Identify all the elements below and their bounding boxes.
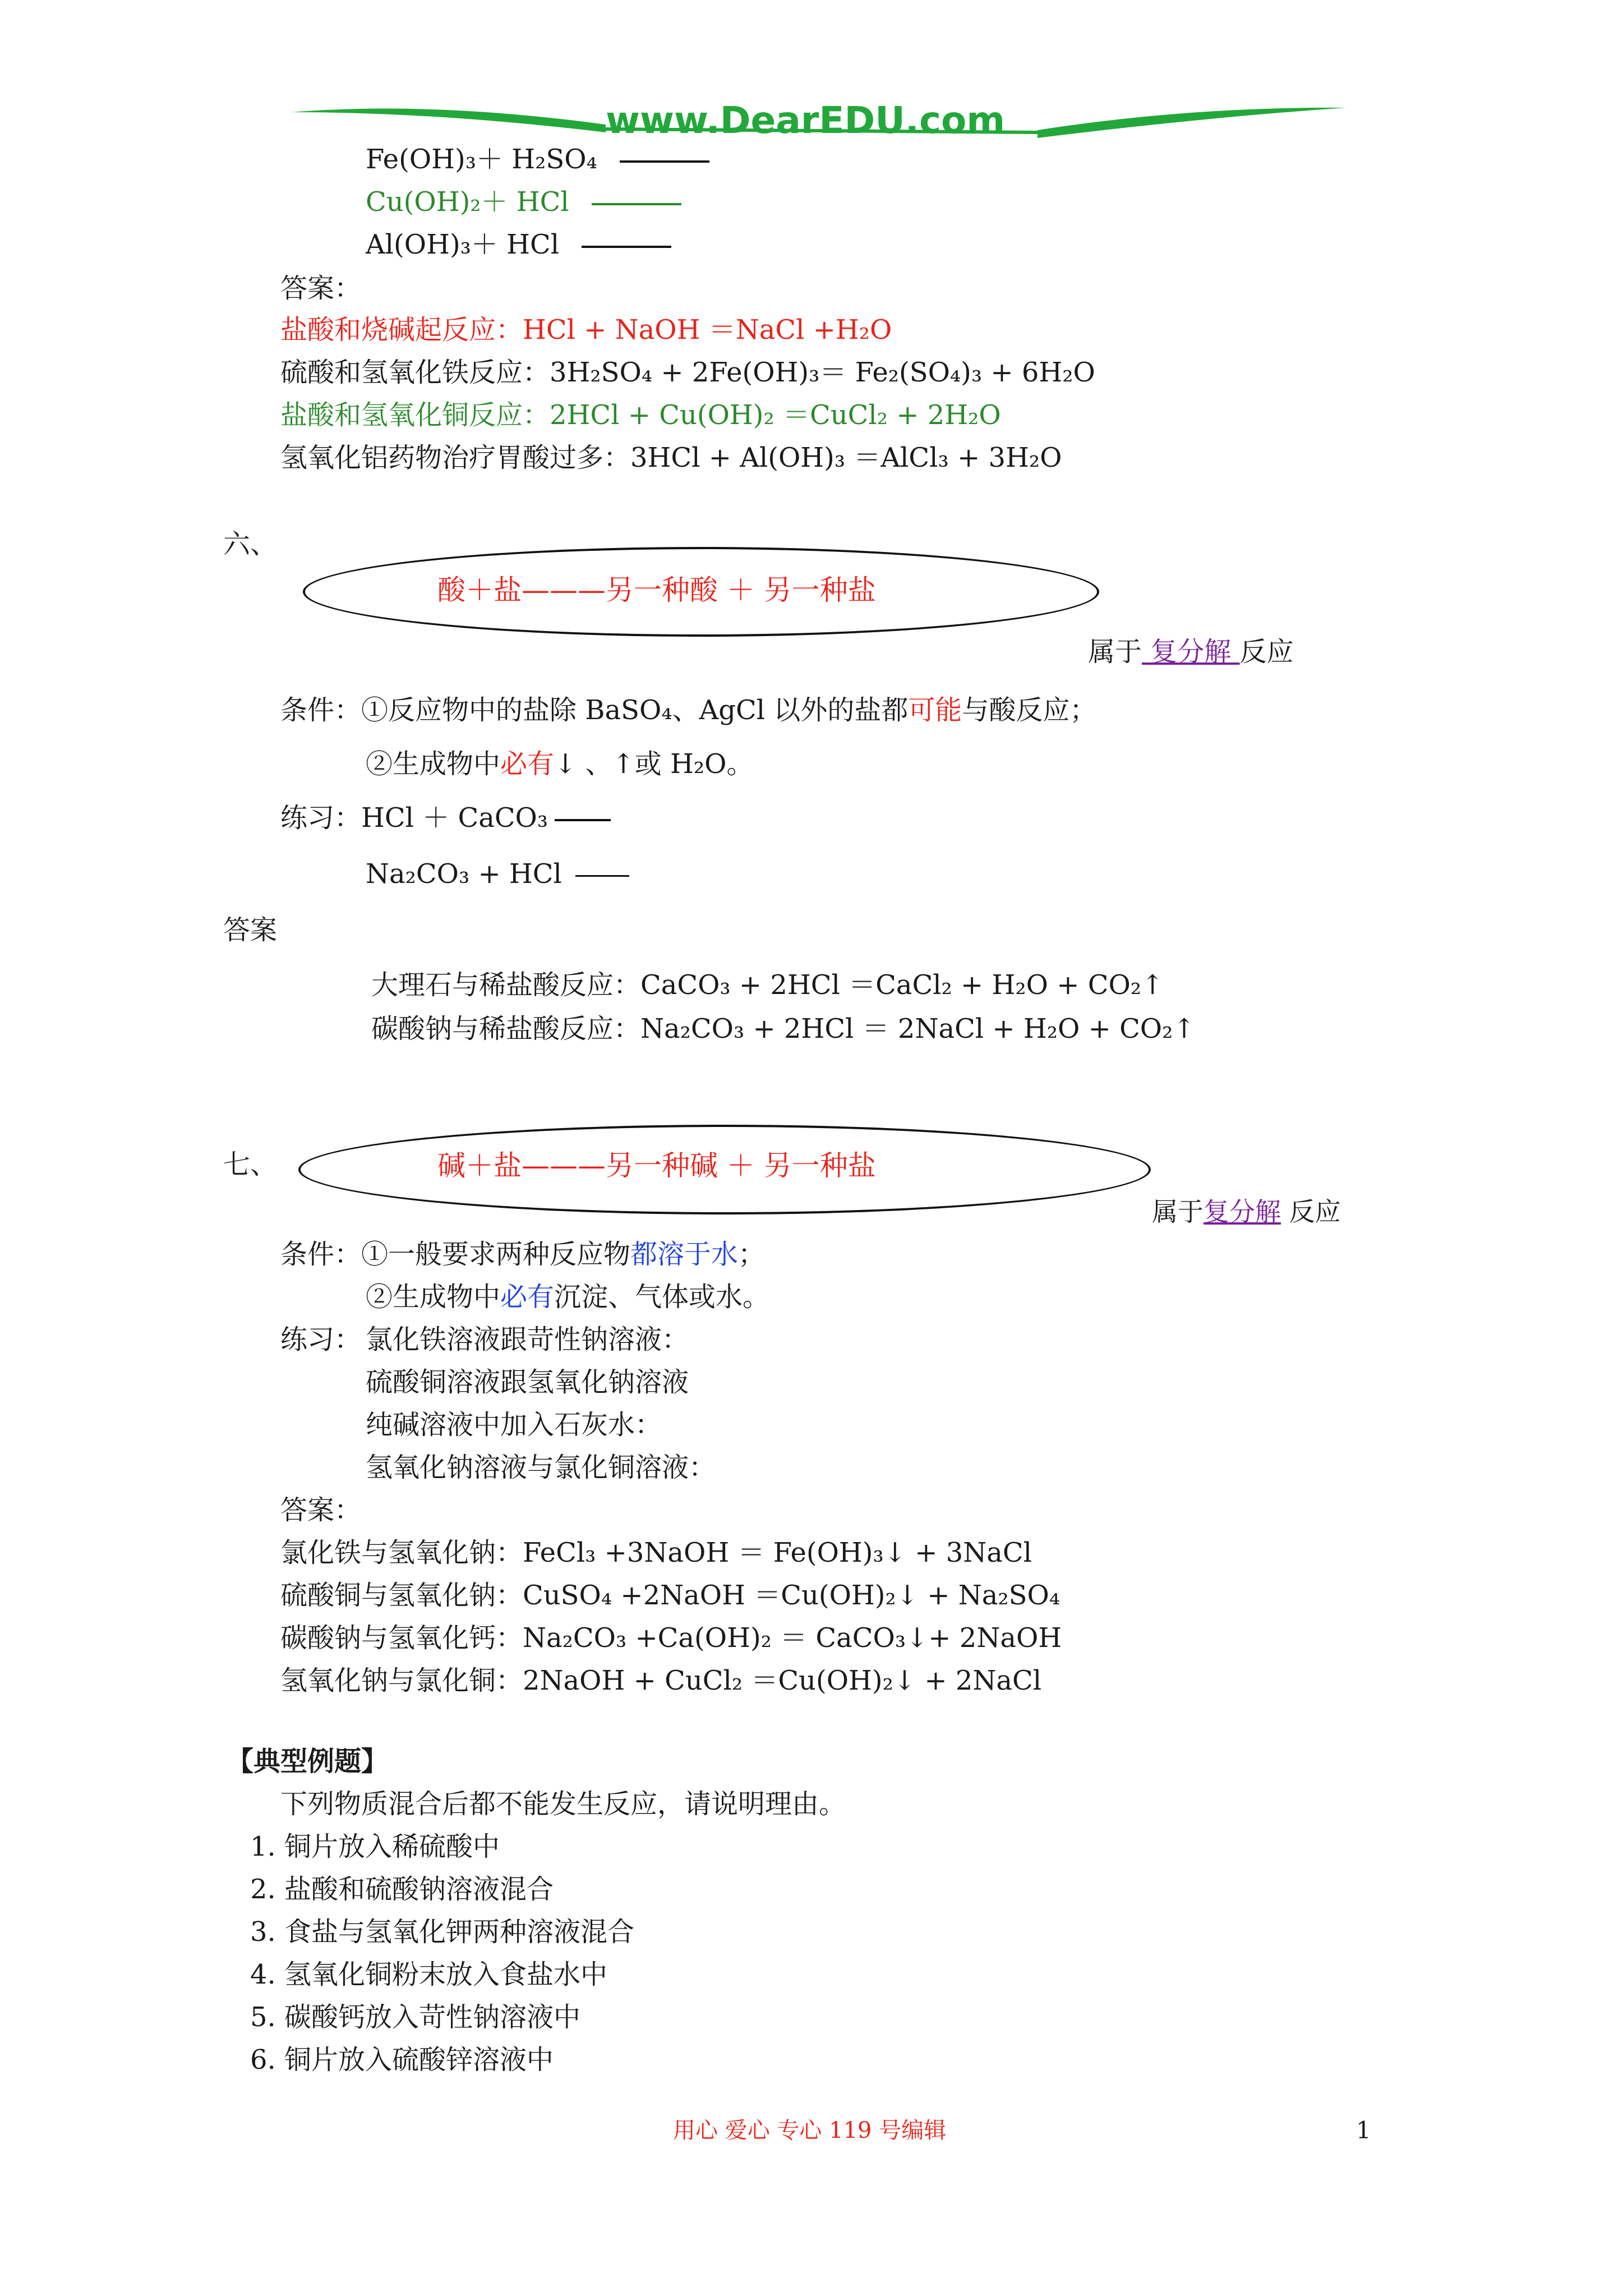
condition-highlight: 必有 <box>500 748 555 780</box>
blank-line <box>575 875 629 877</box>
type-word: 复分解 <box>1204 1197 1281 1227</box>
blank-line <box>620 160 709 163</box>
answer-line: 硫酸和氢氧化铁反应：3H₂SO₄ + 2Fe(OH)₃＝ Fe₂(SO₄)₃ + 6H₂O <box>280 357 1095 388</box>
example-item: 4. 氢氧化铜粉末放入食盐水中 <box>250 1959 608 1990</box>
answer-line: 氢氧化铝药物治疗胃酸过多：3HCl + Al(OH)₃ ＝AlCl₃ + 3H₂O <box>280 442 1062 473</box>
formula-text: 酸＋盐———另一种酸 ＋ 另一种盐 <box>437 574 876 606</box>
condition-text: ； <box>738 1239 766 1270</box>
practice-text: Na₂CO₃ + HCl <box>366 858 562 890</box>
condition-line-2 <box>366 1280 769 1314</box>
condition-text: 沉淀、气体或水。 <box>554 1281 770 1313</box>
example-item: 5. 碳酸钙放入苛性钠溶液中 <box>250 2001 581 2033</box>
blank-line <box>582 246 671 248</box>
reaction-type <box>1088 635 1294 669</box>
condition-text: ②生成物中 <box>366 748 501 780</box>
condition-label: 条件： <box>280 1239 362 1270</box>
practice-item: 纯碱溶液中加入石灰水： <box>366 1409 662 1441</box>
practice-line-2 <box>366 857 629 891</box>
answer-label: 答案 <box>223 914 278 946</box>
answer-line: 氢氧化钠与氯化铜：2NaOH + CuCl₂ ＝Cu(OH)₂↓ + 2NaCl <box>280 1665 1042 1696</box>
practice-item: 硫酸铜溶液跟氢氧化钠溶液 <box>366 1366 689 1398</box>
logo-text: www.DearEDU.com <box>606 99 1006 142</box>
header-logo <box>292 95 1346 146</box>
practice-label: 练习： <box>280 1324 362 1355</box>
exercise-line-1 <box>366 142 709 176</box>
condition-highlight: 都溶于水 <box>630 1239 739 1270</box>
exercise-line-3 <box>366 228 671 261</box>
answer-line: 氯化铁与氢氧化钠：FeCl₃ +3NaOH ＝ Fe(OH)₃↓ + 3NaCl <box>280 1537 1032 1568</box>
condition-highlight: 必有 <box>500 1281 555 1313</box>
condition-line-2 <box>366 747 753 781</box>
condition-line-1 <box>280 693 1096 727</box>
practice-line-1 <box>280 801 611 835</box>
section-number: 六、 <box>223 528 278 560</box>
example-item: 6. 铜片放入硫酸锌溶液中 <box>250 2044 554 2076</box>
condition-text: ②生成物中 <box>366 1281 501 1313</box>
condition-text: ①一般要求两种反应物 <box>361 1239 631 1270</box>
blank-line <box>555 819 611 821</box>
answer-line: 大理石与稀盐酸反应：CaCO₃ + 2HCl ＝CaCl₂ + H₂O + CO₂↑ <box>371 969 1164 1001</box>
reaction-type <box>1152 1195 1341 1228</box>
examples-heading: 【典型例题】 <box>227 1746 389 1777</box>
exercise-text: Cu(OH)₂＋ HCl <box>366 186 569 218</box>
condition-label: 条件： <box>280 694 362 726</box>
answer-label: 答案： <box>280 1494 362 1526</box>
condition-highlight: 可能 <box>908 694 962 726</box>
type-suffix: 反应 <box>1281 1197 1341 1227</box>
formula-text: 碱＋盐———另一种碱 ＋ 另一种盐 <box>437 1149 876 1182</box>
answer-line: 盐酸和氢氧化铜反应：2HCl + Cu(OH)₂ ＝CuCl₂ + 2H₂O <box>280 399 1001 431</box>
condition-text: ↓ 、↑或 H₂O。 <box>554 748 754 780</box>
examples-intro: 下列物质混合后都不能发生反应，请说明理由。 <box>280 1788 846 1820</box>
page-number: 1 <box>1356 2116 1371 2144</box>
example-item: 1. 铜片放入稀硫酸中 <box>250 1831 500 1862</box>
blank-line <box>592 203 681 205</box>
practice-text: HCl ＋ CaCO₃ <box>361 802 548 834</box>
exercise-line-2 <box>366 185 681 219</box>
practice-item: 氢氧化钠溶液与氯化铜溶液： <box>366 1452 716 1483</box>
example-item: 2. 盐酸和硫酸钠溶液混合 <box>250 1874 554 1905</box>
condition-text: 与酸反应； <box>962 694 1097 726</box>
practice-label: 练习： <box>280 802 362 834</box>
condition-text: ①反应物中的盐除 BaSO₄、AgCl 以外的盐都 <box>361 694 909 726</box>
practice-item: 氯化铁溶液跟苛性钠溶液： <box>366 1324 689 1355</box>
exercise-text: Fe(OH)₃＋ H₂SO₄ <box>366 144 597 175</box>
answer-line: 碳酸钠与氢氧化钙：Na₂CO₃ +Ca(OH)₂ ＝ CaCO₃↓+ 2NaOH <box>280 1622 1062 1654</box>
type-word: 复分解 <box>1142 636 1240 668</box>
answer-line: 碳酸钠与稀盐酸反应：Na₂CO₃ + 2HCl ＝ 2NaCl + H₂O + CO₂↑ <box>371 1013 1196 1045</box>
answers-label: 答案： <box>280 273 362 304</box>
type-prefix: 属于 <box>1088 636 1142 668</box>
answer-line: 盐酸和烧碱起反应：HCl + NaOH ＝NaCl +H₂O <box>280 314 892 346</box>
section-number: 七、 <box>223 1149 278 1180</box>
example-item: 3. 食盐与氢氧化钾两种溶液混合 <box>250 1916 635 1948</box>
type-suffix: 反应 <box>1239 636 1294 668</box>
answer-line: 硫酸铜与氢氧化钠：CuSO₄ +2NaOH ＝Cu(OH)₂↓ + Na₂SO₄ <box>280 1580 1061 1611</box>
exercise-text: Al(OH)₃＋ HCl <box>366 229 560 260</box>
footer-text: 用心 爱心 专心 119 号编辑 <box>673 2118 947 2143</box>
condition-line-1 <box>280 1237 765 1271</box>
type-prefix: 属于 <box>1152 1197 1204 1227</box>
